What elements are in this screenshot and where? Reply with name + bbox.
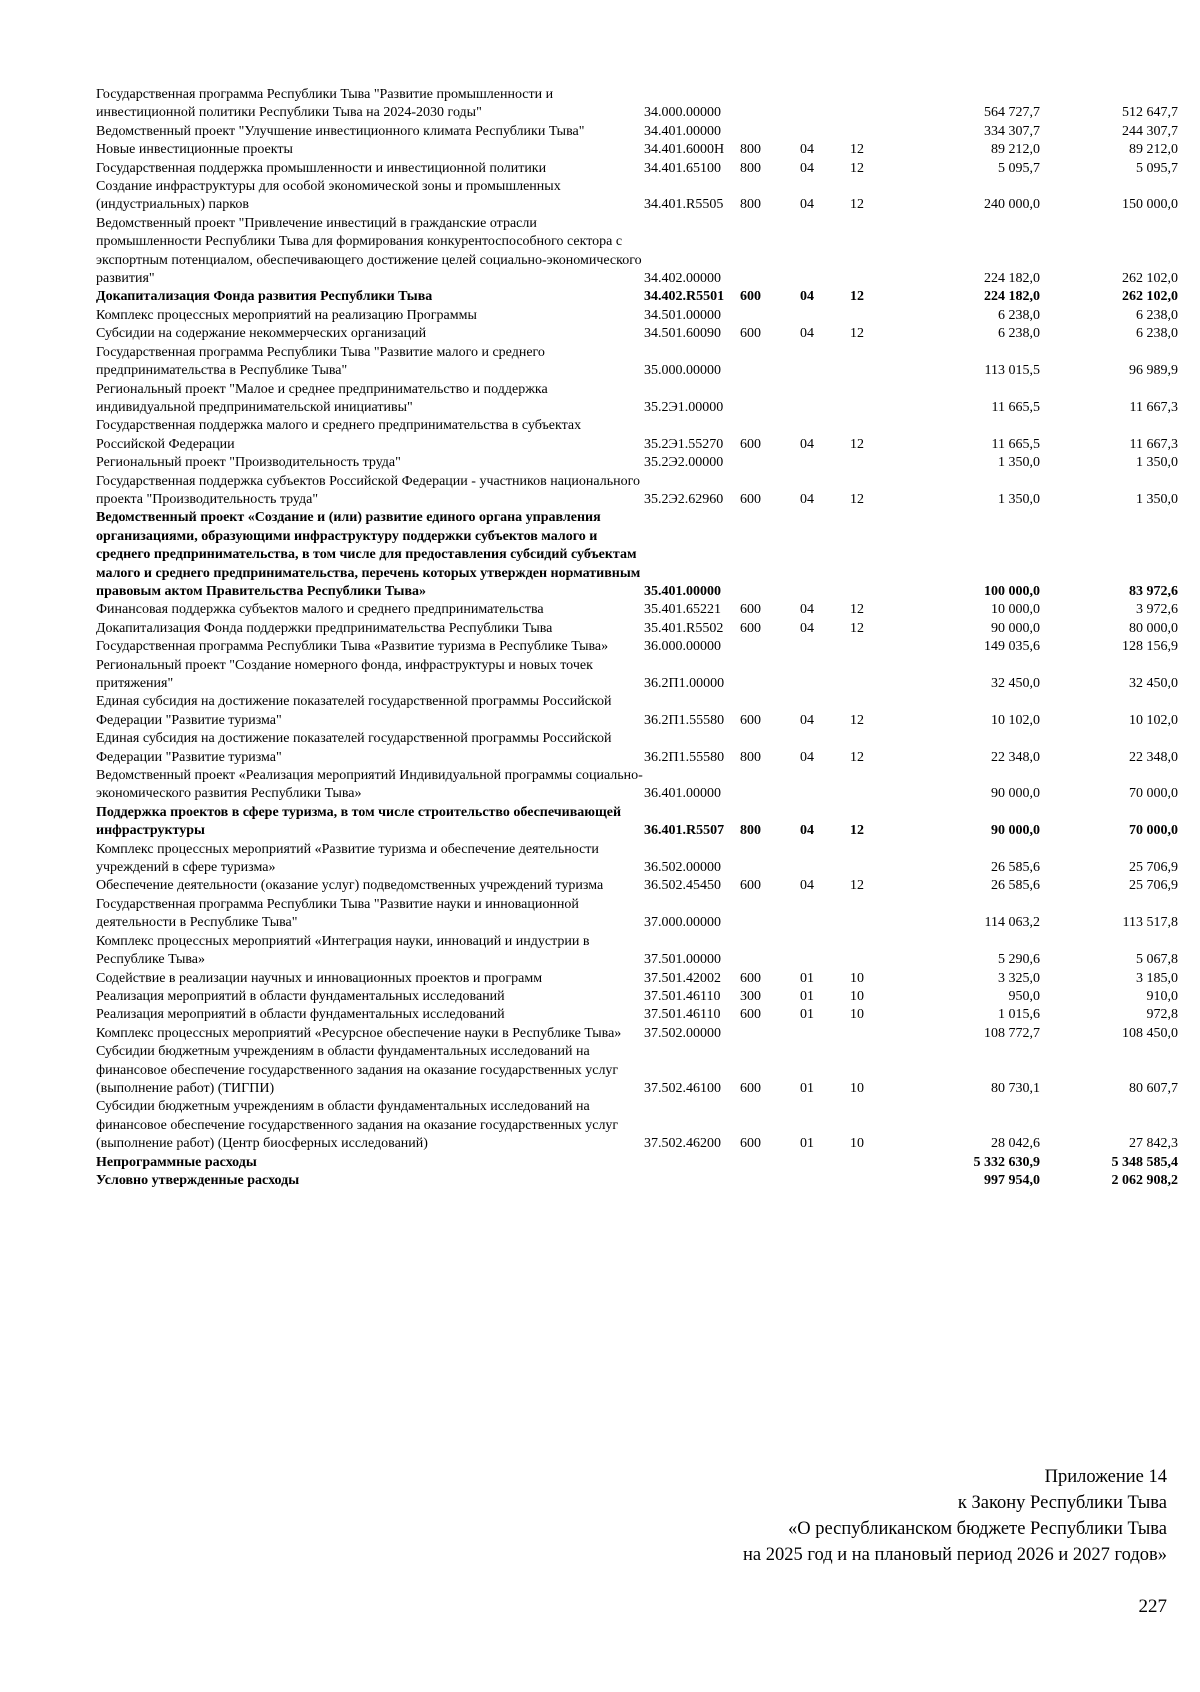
amount-2027: 1 350,0 bbox=[1136, 455, 1178, 471]
table-row bbox=[96, 638, 1178, 656]
amount-2026: 108 772,7 bbox=[984, 1025, 1040, 1041]
row-name: Новые инвестиционные проекты bbox=[96, 142, 293, 158]
target-article-code: 36.401.00000 bbox=[644, 786, 721, 802]
target-article-code: 34.501.00000 bbox=[644, 307, 721, 323]
amount-2026: 89 212,0 bbox=[991, 142, 1040, 158]
table-row bbox=[96, 970, 1178, 988]
subsection-code bbox=[850, 1025, 910, 1043]
row-name: Реализация мероприятий в области фундаментальных исследований bbox=[96, 1007, 505, 1023]
expense-type-code bbox=[740, 307, 800, 325]
subsection-code: 10 bbox=[850, 1136, 864, 1152]
expense-type-code bbox=[740, 841, 800, 878]
section-code bbox=[800, 86, 850, 123]
budget-table-body bbox=[96, 86, 1178, 1190]
amount-2026: 28 042,6 bbox=[991, 1136, 1040, 1152]
target-article-code: 34.501.60090 bbox=[644, 326, 721, 342]
appendix-caption bbox=[743, 1464, 1167, 1568]
subsection-code: 10 bbox=[850, 1080, 864, 1096]
row-name: Создание инфраструктуры для особой экономической зоны и промышленных (индустриальных) парков bbox=[96, 179, 561, 213]
expense-type-code: 600 bbox=[740, 970, 761, 986]
amount-2026: 1 350,0 bbox=[998, 491, 1040, 507]
expense-type-code bbox=[740, 657, 800, 694]
section-code bbox=[800, 1025, 850, 1043]
expense-type-code: 800 bbox=[740, 197, 761, 213]
amount-2027: 32 450,0 bbox=[1129, 676, 1178, 691]
table-row bbox=[96, 307, 1178, 325]
amount-2026: 90 000,0 bbox=[991, 823, 1040, 839]
row-name: Субсидии на содержание некоммерческих организаций bbox=[96, 326, 427, 342]
expense-type-code bbox=[740, 509, 800, 601]
amount-2027: 70 000,0 bbox=[1129, 786, 1178, 802]
amount-2026: 26 585,6 bbox=[991, 860, 1040, 876]
subsection-code: 12 bbox=[850, 160, 864, 176]
subsection-code bbox=[850, 215, 910, 289]
subsection-code bbox=[850, 86, 910, 123]
table-row bbox=[96, 1098, 1178, 1153]
target-article-code: 34.000.00000 bbox=[644, 105, 721, 121]
subsection-code: 12 bbox=[850, 878, 864, 894]
table-row bbox=[96, 178, 1178, 215]
section-code: 04 bbox=[800, 491, 814, 507]
table-row bbox=[96, 620, 1178, 638]
section-code bbox=[800, 215, 850, 289]
amount-2026: 90 000,0 bbox=[991, 620, 1040, 636]
amount-2026: 6 238,0 bbox=[998, 307, 1040, 323]
subsection-code: 12 bbox=[850, 491, 864, 507]
table-row bbox=[96, 1172, 1178, 1190]
expense-type-code: 600 bbox=[740, 712, 761, 728]
subsection-code: 12 bbox=[850, 197, 864, 213]
table-row bbox=[96, 160, 1178, 178]
amount-2027: 262 102,0 bbox=[1122, 289, 1178, 305]
section-code: 01 bbox=[800, 1136, 814, 1152]
amount-2027: 512 647,7 bbox=[1122, 105, 1178, 121]
target-article-code: 34.401.6000Н bbox=[644, 142, 725, 158]
amount-2027: 244 307,7 bbox=[1122, 123, 1178, 139]
expense-type-code: 600 bbox=[740, 602, 761, 618]
section-code: 04 bbox=[800, 712, 814, 728]
target-article-code: 35.401.00000 bbox=[644, 583, 721, 599]
row-name: Субсидии бюджетным учреждениям в области фундаментальных исследований на финансовое обеспечение государственного задания на оказание государственных услуг (выполнение работ) (Центр биосферных исследований) bbox=[96, 1099, 619, 1152]
row-name: Докапитализация Фонда поддержки предпринимательства Республики Тыва bbox=[96, 620, 553, 636]
target-article-code: 37.502.00000 bbox=[644, 1025, 721, 1041]
amount-2027: 80 607,7 bbox=[1129, 1080, 1178, 1096]
expense-type-code bbox=[740, 896, 800, 933]
section-code bbox=[800, 896, 850, 933]
amount-2026: 32 450,0 bbox=[991, 676, 1040, 691]
amount-2027: 6 238,0 bbox=[1136, 326, 1178, 342]
target-article-code: 35.2Э1.55270 bbox=[644, 436, 724, 452]
section-code: 04 bbox=[800, 602, 814, 618]
amount-2027: 11 667,3 bbox=[1129, 436, 1178, 452]
amount-2026: 6 238,0 bbox=[998, 326, 1040, 342]
appendix-title: Приложение 14 bbox=[1044, 1467, 1167, 1487]
amount-2026: 3 325,0 bbox=[998, 970, 1040, 986]
amount-2026: 224 182,0 bbox=[984, 289, 1040, 305]
subsection-code bbox=[850, 638, 910, 656]
amount-2027: 6 238,0 bbox=[1136, 307, 1178, 323]
table-row bbox=[96, 381, 1178, 418]
row-name: Комплекс процессных мероприятий на реализацию Программы bbox=[96, 307, 477, 323]
subsection-code bbox=[850, 1172, 910, 1190]
amount-2026: 5 290,6 bbox=[998, 952, 1040, 968]
subsection-code: 12 bbox=[850, 289, 864, 305]
row-name: Единая субсидия на достижение показателей государственной программы Российской Федерации "Развитие туризма" bbox=[96, 731, 612, 765]
amount-2027: 5 095,7 bbox=[1136, 160, 1178, 176]
expense-type-code: 600 bbox=[740, 491, 761, 507]
table-row bbox=[96, 1025, 1178, 1043]
target-article-code: 36.000.00000 bbox=[644, 639, 721, 655]
section-code: 04 bbox=[800, 160, 814, 176]
appendix-period: на 2025 год и на плановый период 2026 и 2027 годов» bbox=[743, 1545, 1167, 1565]
expense-type-code: 300 bbox=[740, 988, 761, 1004]
section-code: 04 bbox=[800, 823, 814, 839]
section-code bbox=[800, 307, 850, 325]
table-row bbox=[96, 123, 1178, 141]
target-article-code: 35.2Э2.62960 bbox=[644, 491, 724, 507]
row-name: Финансовая поддержка субъектов малого и среднего предпринимательства bbox=[96, 602, 544, 618]
table-row bbox=[96, 454, 1178, 472]
subsection-code bbox=[850, 454, 910, 472]
target-article-code: 35.2Э2.00000 bbox=[644, 455, 724, 471]
expense-type-code bbox=[740, 381, 800, 418]
amount-2027: 83 972,6 bbox=[1129, 583, 1178, 599]
amount-2027: 113 517,8 bbox=[1122, 915, 1178, 931]
row-name: Ведомственный проект «Создание и (или) развитие единого органа управления организациями, образующими инфраструктуру поддержки субъектов малого и среднего предпринимательства, в том числе для предоставления субсидий субъектам малого и среднего предпринимательства, перечень которых утвержден нормативным правовым актом Правительства Республики Тыва» bbox=[96, 510, 641, 599]
expense-type-code bbox=[740, 1172, 800, 1190]
expense-type-code: 600 bbox=[740, 1007, 761, 1023]
appendix-law-line: к Закону Республики Тыва bbox=[957, 1493, 1167, 1513]
subsection-code: 12 bbox=[850, 436, 864, 452]
row-name: Комплекс процессных мероприятий «Ресурсное обеспечение науки в Республике Тыва» bbox=[96, 1025, 622, 1041]
subsection-code bbox=[850, 657, 910, 694]
expense-type-code: 800 bbox=[740, 823, 761, 839]
table-row bbox=[96, 509, 1178, 601]
section-code bbox=[800, 509, 850, 601]
amount-2027: 108 450,0 bbox=[1122, 1025, 1178, 1041]
expense-type-code: 600 bbox=[740, 1080, 761, 1096]
section-code bbox=[800, 638, 850, 656]
amount-2026: 10 000,0 bbox=[991, 602, 1040, 618]
section-code: 01 bbox=[800, 988, 814, 1004]
amount-2027: 27 842,3 bbox=[1129, 1136, 1178, 1152]
amount-2027: 5 348 585,4 bbox=[1111, 1154, 1178, 1170]
amount-2026: 149 035,6 bbox=[984, 639, 1040, 655]
amount-2026: 90 000,0 bbox=[991, 786, 1040, 802]
subsection-code bbox=[850, 767, 910, 804]
expense-type-code: 600 bbox=[740, 436, 761, 452]
target-article-code: 37.502.46200 bbox=[644, 1136, 721, 1152]
amount-2026: 100 000,0 bbox=[984, 583, 1040, 599]
table-row bbox=[96, 877, 1178, 895]
table-row bbox=[96, 767, 1178, 804]
row-name: Субсидии бюджетным учреждениям в области фундаментальных исследований на финансовое обеспечение государственного задания на оказание государственных услуг (выполнение работ) (ТИГПИ) bbox=[96, 1044, 619, 1096]
target-article-code: 36.2П1.00000 bbox=[644, 676, 725, 691]
subsection-code bbox=[850, 841, 910, 878]
table-row bbox=[96, 141, 1178, 159]
row-name: Содействие в реализации научных и инновационных проектов и программ bbox=[96, 970, 543, 986]
amount-2027: 10 102,0 bbox=[1129, 712, 1178, 728]
section-code: 04 bbox=[800, 197, 814, 213]
table-row bbox=[96, 601, 1178, 619]
expense-type-code: 600 bbox=[740, 289, 761, 305]
section-code: 04 bbox=[800, 142, 814, 158]
amount-2027: 11 667,3 bbox=[1129, 399, 1178, 415]
expense-type-code: 800 bbox=[740, 142, 761, 158]
target-article-code: 34.401.65100 bbox=[644, 160, 721, 176]
section-code bbox=[800, 344, 850, 381]
amount-2027: 25 706,9 bbox=[1129, 860, 1178, 876]
table-row bbox=[96, 896, 1178, 933]
subsection-code: 12 bbox=[850, 326, 864, 342]
section-code: 04 bbox=[800, 289, 814, 305]
row-name: Государственная программа Республики Тыва "Развитие малого и среднего предпринимательства в Республике Тыва" bbox=[96, 344, 545, 379]
target-article-code: 36.2П1.55580 bbox=[644, 749, 725, 765]
amount-2026: 564 727,7 bbox=[984, 105, 1040, 121]
table-row bbox=[96, 473, 1178, 510]
amount-2027: 96 989,9 bbox=[1129, 363, 1178, 379]
target-article-code: 35.401.R5502 bbox=[644, 620, 724, 636]
expense-type-code bbox=[740, 344, 800, 381]
amount-2026: 1 015,6 bbox=[998, 1007, 1040, 1023]
amount-2026: 114 063,2 bbox=[984, 915, 1040, 931]
subsection-code: 12 bbox=[850, 620, 864, 636]
row-name: Поддержка проектов в сфере туризма, в том числе строительство обеспечивающей инфраструктуры bbox=[96, 804, 622, 839]
target-article-code: 37.501.00000 bbox=[644, 952, 721, 968]
section-code bbox=[800, 454, 850, 472]
section-code: 04 bbox=[800, 620, 814, 636]
row-name: Государственная программа Республики Тыва "Развитие науки и инновационной деятельности в Республике Тыва" bbox=[96, 896, 579, 931]
section-code bbox=[800, 657, 850, 694]
target-article-code: 36.2П1.55580 bbox=[644, 712, 725, 728]
table-row bbox=[96, 344, 1178, 381]
budget-table bbox=[96, 86, 1178, 1190]
amount-2026: 240 000,0 bbox=[984, 197, 1040, 213]
subsection-code bbox=[850, 1154, 910, 1172]
expense-type-code: 600 bbox=[740, 326, 761, 342]
table-row bbox=[96, 804, 1178, 841]
row-name: Обеспечение деятельности (оказание услуг) подведомственных учреждений туризма bbox=[96, 878, 604, 894]
expense-type-code: 800 bbox=[740, 160, 761, 176]
subsection-code bbox=[850, 896, 910, 933]
table-row bbox=[96, 933, 1178, 970]
expense-type-code: 600 bbox=[740, 878, 761, 894]
amount-2027: 2 062 908,2 bbox=[1111, 1172, 1178, 1188]
row-name: Комплекс процессных мероприятий «Интеграция науки, инноваций и индустрии в Республике Тыва» bbox=[96, 933, 590, 968]
row-name: Государственная программа Республики Тыва «Развитие туризма в Республике Тыва» bbox=[96, 639, 609, 655]
subsection-code bbox=[850, 344, 910, 381]
amount-2026: 224 182,0 bbox=[984, 271, 1040, 287]
amount-2027: 3 185,0 bbox=[1136, 970, 1178, 986]
expense-type-code bbox=[740, 123, 800, 141]
amount-2027: 22 348,0 bbox=[1129, 749, 1178, 765]
row-name: Докапитализация Фонда развития Республики Тыва bbox=[96, 289, 433, 305]
table-row bbox=[96, 693, 1178, 730]
expense-type-code bbox=[740, 454, 800, 472]
expense-type-code bbox=[740, 86, 800, 123]
subsection-code: 12 bbox=[850, 749, 864, 765]
row-name: Государственная программа Республики Тыва "Развитие промышленности и инвестиционной политики Республики Тыва на 2024-2030 годы" bbox=[96, 87, 554, 121]
section-code bbox=[800, 381, 850, 418]
appendix-law-name: «О республиканском бюджете Республики Тыва bbox=[788, 1519, 1167, 1539]
row-name: Региональный проект "Создание номерного фонда, инфраструктуры и новых точек притяжения" bbox=[96, 657, 593, 691]
target-article-code: 35.000.00000 bbox=[644, 363, 721, 379]
amount-2027: 150 000,0 bbox=[1122, 197, 1178, 213]
subsection-code: 12 bbox=[850, 823, 864, 839]
amount-2026: 5 332 630,9 bbox=[973, 1154, 1040, 1170]
row-name: Государственная поддержка малого и среднего предпринимательства в субъектах Российской Федерации bbox=[96, 418, 582, 452]
expense-type-code bbox=[740, 767, 800, 804]
table-row bbox=[96, 325, 1178, 343]
row-name: Ведомственный проект "Улучшение инвестиционного климата Республики Тыва" bbox=[96, 123, 585, 139]
section-code: 04 bbox=[800, 878, 814, 894]
target-article-code: 35.401.65221 bbox=[644, 602, 721, 618]
amount-2026: 334 307,7 bbox=[984, 123, 1040, 139]
section-code: 04 bbox=[800, 436, 814, 452]
amount-2027: 89 212,0 bbox=[1129, 142, 1178, 158]
section-code: 01 bbox=[800, 970, 814, 986]
section-code bbox=[800, 933, 850, 970]
expense-type-code: 800 bbox=[740, 749, 761, 765]
row-name: Комплекс процессных мероприятий «Развитие туризма и обеспечение деятельности учреждений в сфере туризма» bbox=[96, 841, 599, 876]
expense-type-code: 600 bbox=[740, 620, 761, 636]
row-name: Ведомственный проект «Реализация мероприятий Индивидуальной программы социально-экономического развития Республики Тыва» bbox=[96, 768, 643, 802]
row-name: Реализация мероприятий в области фундаментальных исследований bbox=[96, 988, 505, 1004]
subsection-code: 10 bbox=[850, 988, 864, 1004]
amount-2026: 5 095,7 bbox=[998, 160, 1040, 176]
amount-2026: 950,0 bbox=[1008, 988, 1040, 1004]
section-code bbox=[800, 1172, 850, 1190]
section-code: 01 bbox=[800, 1007, 814, 1023]
amount-2027: 972,8 bbox=[1146, 1007, 1178, 1023]
section-code bbox=[800, 1154, 850, 1172]
row-name: Государственная поддержка субъектов Российской Федерации - участников национального проекта "Производительность труда" bbox=[96, 473, 640, 507]
amount-2027: 5 067,8 bbox=[1136, 952, 1178, 968]
amount-2027: 25 706,9 bbox=[1129, 878, 1178, 894]
section-code: 04 bbox=[800, 749, 814, 765]
expense-type-code: 600 bbox=[740, 1136, 761, 1152]
target-article-code: 37.000.00000 bbox=[644, 915, 721, 931]
page-number: 227 bbox=[1138, 1596, 1167, 1617]
amount-2026: 11 665,5 bbox=[991, 399, 1040, 415]
target-article-code: 37.501.42002 bbox=[644, 970, 721, 986]
row-name: Государственная поддержка промышленности и инвестиционной политики bbox=[96, 160, 547, 176]
table-row bbox=[96, 841, 1178, 878]
expense-type-code bbox=[740, 638, 800, 656]
amount-2027: 1 350,0 bbox=[1136, 491, 1178, 507]
amount-2027: 70 000,0 bbox=[1129, 823, 1178, 839]
section-code bbox=[800, 767, 850, 804]
subsection-code bbox=[850, 381, 910, 418]
amount-2027: 262 102,0 bbox=[1122, 271, 1178, 287]
row-name: Единая субсидия на достижение показателей государственной программы Российской Федерации "Развитие туризма" bbox=[96, 694, 612, 728]
section-code bbox=[800, 841, 850, 878]
table-row bbox=[96, 657, 1178, 694]
target-article-code: 34.402.R5501 bbox=[644, 289, 725, 305]
expense-type-code bbox=[740, 1154, 800, 1172]
target-article-code: 36.502.00000 bbox=[644, 860, 721, 876]
amount-2026: 22 348,0 bbox=[991, 749, 1040, 765]
amount-2026: 80 730,1 bbox=[991, 1080, 1040, 1096]
amount-2026: 1 350,0 bbox=[998, 455, 1040, 471]
table-row bbox=[96, 730, 1178, 767]
subsection-code: 12 bbox=[850, 142, 864, 158]
row-name: Региональный проект "Малое и среднее предпринимательство и поддержка индивидуальной предпринимательской инициативы" bbox=[96, 381, 548, 415]
subsection-code: 12 bbox=[850, 602, 864, 618]
target-article-code: 37.501.46110 bbox=[644, 1007, 721, 1023]
amount-2027: 128 156,9 bbox=[1122, 639, 1178, 655]
table-row bbox=[96, 1043, 1178, 1098]
amount-2027: 3 972,6 bbox=[1136, 602, 1178, 618]
target-article-code: 34.401.R5505 bbox=[644, 197, 724, 213]
target-article-code: 36.401.R5507 bbox=[644, 823, 725, 839]
row-name: Непрограммные расходы bbox=[96, 1154, 257, 1170]
section-code: 04 bbox=[800, 326, 814, 342]
subsection-code bbox=[850, 123, 910, 141]
table-row bbox=[96, 417, 1178, 454]
amount-2026: 11 665,5 bbox=[991, 436, 1040, 452]
subsection-code: 10 bbox=[850, 970, 864, 986]
section-code: 01 bbox=[800, 1080, 814, 1096]
amount-2026: 113 015,5 bbox=[984, 363, 1040, 379]
row-name: Ведомственный проект "Привлечение инвестиций в гражданские отрасли промышленности Республики Тыва для формирования конкурентоспособного сектора с экспортным потенциалом, обеспечивающего достижение целей социально-экономического развития" bbox=[96, 215, 642, 287]
table-row bbox=[96, 215, 1178, 289]
target-article-code: 37.502.46100 bbox=[644, 1080, 721, 1096]
row-name: Условно утвержденные расходы bbox=[96, 1172, 300, 1188]
target-article-code: 34.402.00000 bbox=[644, 271, 721, 287]
target-article-code: 36.502.45450 bbox=[644, 878, 721, 894]
table-row bbox=[96, 1154, 1178, 1172]
target-article-code bbox=[644, 1172, 740, 1190]
amount-2026: 10 102,0 bbox=[991, 712, 1040, 728]
expense-type-code bbox=[740, 933, 800, 970]
table-row bbox=[96, 1006, 1178, 1024]
amount-2027: 910,0 bbox=[1146, 988, 1178, 1004]
amount-2026: 997 954,0 bbox=[984, 1172, 1040, 1188]
subsection-code bbox=[850, 509, 910, 601]
target-article-code: 37.501.46110 bbox=[644, 988, 721, 1004]
subsection-code bbox=[850, 307, 910, 325]
table-row bbox=[96, 288, 1178, 306]
subsection-code: 10 bbox=[850, 1007, 864, 1023]
table-row bbox=[96, 988, 1178, 1006]
subsection-code bbox=[850, 933, 910, 970]
section-code bbox=[800, 123, 850, 141]
row-name: Региональный проект "Производительность труда" bbox=[96, 455, 401, 471]
amount-2027: 80 000,0 bbox=[1129, 620, 1178, 636]
target-article-code: 34.401.00000 bbox=[644, 123, 721, 139]
table-row bbox=[96, 86, 1178, 123]
expense-type-code bbox=[740, 1025, 800, 1043]
amount-2026: 26 585,6 bbox=[991, 878, 1040, 894]
subsection-code: 12 bbox=[850, 712, 864, 728]
target-article-code: 35.2Э1.00000 bbox=[644, 399, 724, 415]
expense-type-code bbox=[740, 215, 800, 289]
target-article-code bbox=[644, 1154, 740, 1172]
